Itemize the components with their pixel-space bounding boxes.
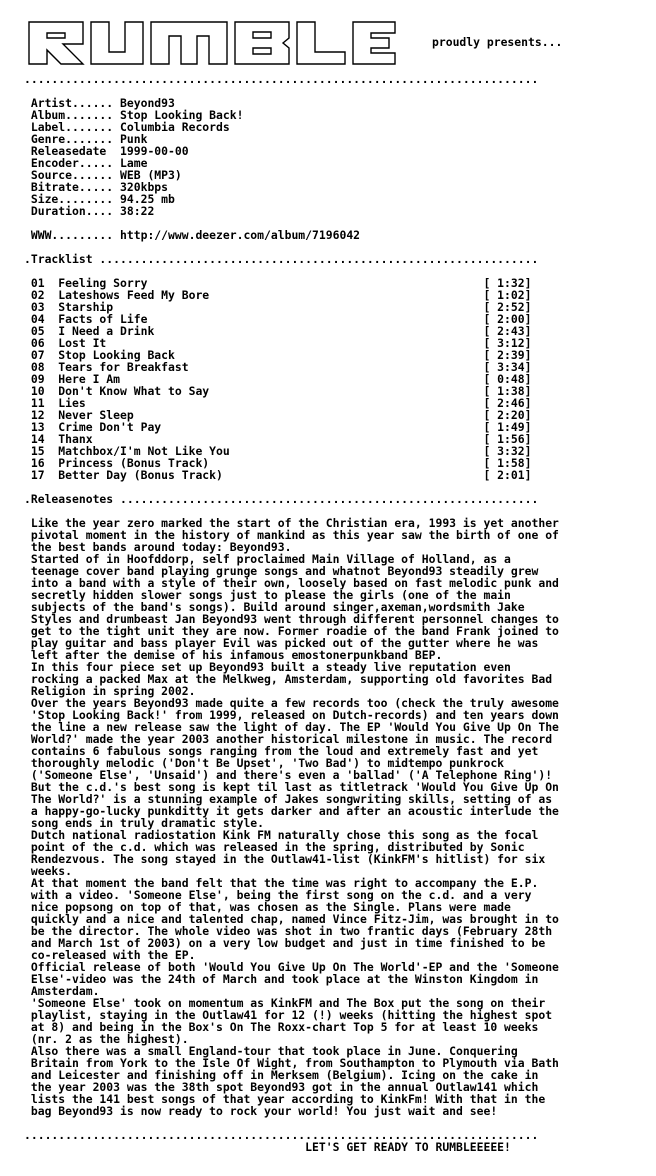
nfo-line: 08 Tears for Breakfast [ 3:34] — [24, 360, 532, 374]
nfo-line: left after the demise of his infamous emostonerpunkband BEP. — [24, 648, 443, 662]
nfo-line: WWW......... http://www.deezer.com/album/7196042 — [24, 228, 361, 242]
nfo-line: Source...... WEB (MP3) — [24, 168, 182, 182]
nfo-line: teenage cover band playing grunge songs and whatnot Beyond93 steadily grew — [24, 564, 539, 578]
nfo-line: Duration.... 38:22 — [24, 204, 155, 218]
nfo-line: with a video. 'Someone Else', being the first song on the c.d. and a very — [24, 888, 532, 902]
rumble-logo — [27, 20, 397, 66]
nfo-line: 14 Thanx [ 1:56] — [24, 432, 532, 446]
nfo-line: get to the tight unit they are now. Former roadie of the band Frank joined to — [24, 624, 559, 638]
nfo-line: 'Stop Looking Back!' from 1999, released on Dutch-records) and ten years down — [24, 708, 559, 722]
nfo-line: Encoder..... Lame — [24, 156, 148, 170]
nfo-line: But the c.d.'s best song is kept til last as titletrack 'Would You Give Up On — [24, 780, 559, 794]
nfo-line: Releasedate 1999-00-00 — [24, 144, 189, 158]
nfo-line: 05 I Need a Drink [ 2:43] — [24, 324, 532, 338]
nfo-line: the year 2003 was the 38th spot Beyond93 got in the annual Outlaw141 which — [24, 1080, 539, 1094]
presents-text: proudly presents... — [432, 35, 563, 49]
nfo-line: 01 Feeling Sorry [ 1:32] — [24, 276, 532, 290]
nfo-line: a happy-go-lucky punkditty it gets darker and after an acoustic interlude the — [24, 804, 559, 818]
nfo-line: Dutch national radiostation Kink FM naturally chose this song as the focal — [24, 828, 539, 842]
nfo-line: Styles and drumbeast Jan Beyond93 went through different personnel changes to — [24, 612, 559, 626]
nfo-line: 06 Lost It [ 3:12] — [24, 336, 532, 350]
nfo-line: Over the years Beyond93 made quite a few records too (check the truly awesome — [24, 696, 559, 710]
nfo-line: 11 Lies [ 2:46] — [24, 396, 532, 410]
nfo-line: Size........ 94.25 mb — [24, 192, 175, 206]
nfo-line: be the director. The whole video was shot in two frantic days (February 28th — [24, 924, 553, 938]
nfo-line: 16 Princess (Bonus Track) [ 1:58] — [24, 456, 532, 470]
nfo-line: Rendezvous. The song stayed in the Outlaw41-list (KinkFM's hitlist) for six — [24, 852, 546, 866]
nfo-line: nice popsong on top of that, was chosen as the Single. Plans were made — [24, 900, 511, 914]
nfo-line: and Leicester and finishing off in Merksem (Belgium). Icing on the cake in — [24, 1068, 539, 1082]
nfo-line: co-released with the EP. — [24, 948, 196, 962]
nfo-line: at 8) and being in the Box's On The Roxx-chart Top 5 for at least 10 weeks — [24, 1020, 539, 1034]
nfo-line: Artist...... Beyond93 — [24, 96, 175, 110]
nfo-line: pivotal moment in the history of mankind as this year saw the birth of one of — [24, 528, 559, 542]
nfo-line: 17 Better Day (Bonus Track) [ 2:01] — [24, 468, 532, 482]
nfo-line: 'Someone Else' took on momentum as KinkFM and The Box put the song on their — [24, 996, 546, 1010]
nfo-line: into a band with a style of their own, loosely based on fast melodic punk and — [24, 576, 559, 590]
nfo-line: contains 6 fabulous songs ranging from the loud and extremely fast and yet — [24, 744, 539, 758]
nfo-line: Genre....... Punk — [24, 132, 148, 146]
nfo-line: weeks. — [24, 864, 73, 878]
nfo-line: playlist, staying in the Outlaw41 for 12 (!) weeks (hitting the highest spot — [24, 1008, 553, 1022]
nfo-line: (nr. 2 as the highest). — [24, 1032, 189, 1046]
nfo-line: LET'S GET READY TO RUMBLEEEEE! — [24, 1140, 511, 1154]
nfo-line: 04 Facts of Life [ 2:00] — [24, 312, 532, 326]
nfo-line: 02 Lateshows Feed My Bore [ 1:02] — [24, 288, 532, 302]
nfo-line: song ends in truly dramatic style. — [24, 816, 265, 830]
nfo-line: and March 1st of 2003) on a very low budget and just in time finished to be — [24, 936, 546, 950]
nfo-line: Label....... Columbia Records — [24, 120, 230, 134]
nfo-line: ........................................................................... — [24, 72, 539, 86]
nfo-line: 03 Starship [ 2:52] — [24, 300, 532, 314]
nfo-line: Started of in Hoofddorp, self proclaimed Main Village of Holland, as a — [24, 552, 511, 566]
nfo-line: Bitrate..... 320kbps — [24, 180, 169, 194]
nfo-line: point of the c.d. which was released in the spring, distributed by Sonic — [24, 840, 525, 854]
nfo-line: ........................................................................... — [24, 1128, 539, 1142]
nfo-line: Also there was a small England-tour that took place in June. Conquering — [24, 1044, 518, 1058]
nfo-line: subjects of the band's songs). Build around singer,axeman,wordsmith Jake — [24, 600, 525, 614]
nfo-line: 09 Here I Am [ 0:48] — [24, 372, 532, 386]
nfo-line: World?' made the year 2003 another historical milestone in music. The record — [24, 732, 553, 746]
nfo-line: the best bands around today: Beyond93. — [24, 540, 292, 554]
nfo-line: bag Beyond93 is now ready to rock your world! You just wait and see! — [24, 1104, 498, 1118]
nfo-line: .Tracklist ................................................................ — [24, 252, 539, 266]
nfo-body — [24, 73, 559, 1153]
nfo-line: 12 Never Sleep [ 2:20] — [24, 408, 532, 422]
nfo-line: 15 Matchbox/I'm Not Like You [ 3:32] — [24, 444, 532, 458]
nfo-line: 10 Don't Know What to Say [ 1:38] — [24, 384, 532, 398]
nfo-line: Amsterdam. — [24, 984, 100, 998]
nfo-line: rocking a packed Max at the Melkweg, Amsterdam, supporting old favorites Bad — [24, 672, 553, 686]
nfo-line: Britain from York to the Isle Of Wight, from Southampton to Plymouth via Bath — [24, 1056, 559, 1070]
nfo-line: 07 Stop Looking Back [ 2:39] — [24, 348, 532, 362]
nfo-line: At that moment the band felt that the time was right to accompany the E.P. — [24, 876, 539, 890]
nfo-line: thoroughly melodic ('Don't Be Upset', 'Two Bad') to midtempo punkrock — [24, 756, 505, 770]
nfo-line: In this four piece set up Beyond93 built a steady live reputation even — [24, 660, 511, 674]
nfo-line: Else'-video was the 24th of March and took place at the Winston Kingdom in — [24, 972, 539, 986]
nfo-line: quickly and a nice and talented chap, named Vince Fitz-Jim, was brought in to — [24, 912, 559, 926]
nfo-line: Like the year zero marked the start of the Christian era, 1993 is yet another — [24, 516, 559, 530]
nfo-line: play guitar and bass player Evil was picked out of the gutter where he was — [24, 636, 539, 650]
nfo-line: Official release of both 'Would You Give Up On The World'-EP and the 'Someone — [24, 960, 559, 974]
nfo-line: The World?' is a stunning example of Jakes songwriting skills, setting of as — [24, 792, 553, 806]
nfo-line: 13 Crime Don't Pay [ 1:49] — [24, 420, 532, 434]
nfo-line: Album....... Stop Looking Back! — [24, 108, 244, 122]
nfo-line: the line a new release saw the light of day. The EP 'Would You Give Up On The — [24, 720, 559, 734]
nfo-line: .Releasenotes ............................................................. — [24, 492, 539, 506]
nfo-line: Religion in spring 2002. — [24, 684, 196, 698]
nfo-line: ('Someone Else', 'Unsaid') and there's even a 'ballad' ('A Telephone Ring')! — [24, 768, 553, 782]
nfo-line: lists the 141 best songs of that year according to KinkFm! With that in the — [24, 1092, 546, 1106]
nfo-line: secretly hidden slower songs just to please the girls (one of the main — [24, 588, 511, 602]
